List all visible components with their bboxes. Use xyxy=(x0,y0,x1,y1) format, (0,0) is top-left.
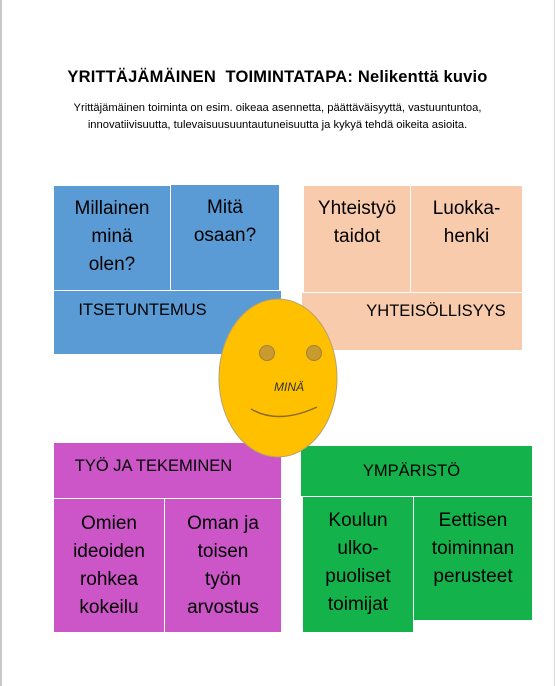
cell-mita-osaan xyxy=(170,185,279,291)
cell-line: taidot xyxy=(333,226,381,247)
label-yhteisollisyys: YHTEISÖLLISYYS xyxy=(302,292,522,350)
cell-line: rohkea xyxy=(79,569,139,590)
cell-line: Luokka- xyxy=(432,198,501,219)
cell-line: Millainen xyxy=(74,198,150,219)
cell-millainen-mina-olen xyxy=(54,186,170,290)
smiley-right-eye xyxy=(307,346,322,361)
cell-line: Yhteistyö xyxy=(317,198,397,219)
smiley-face-icon xyxy=(217,297,339,459)
cell-line: osaan? xyxy=(193,225,257,246)
cell-line: olen? xyxy=(88,254,136,275)
intro-text: Yrittäjämäinen toiminta on esim. oikeaa asennetta, päättäväisyyttä, vastuuntuntoa, innovatiivisuutta, tulevaisuusuuntautuneisuutta ja kykyä tehdä oikeita asioita. xyxy=(73,102,482,131)
smiley-face xyxy=(219,299,337,457)
cell-line: puoliset xyxy=(325,566,391,587)
cell-line: työn xyxy=(205,569,241,590)
cell-line: kokeilu xyxy=(79,597,139,618)
cell-line: toimijat xyxy=(327,594,389,615)
cell-line: perusteet xyxy=(433,566,513,587)
cell-line: ideoiden xyxy=(73,541,145,562)
cell-luokkahenki xyxy=(410,186,522,292)
label-ymparisto: YMPÄRISTÖ xyxy=(301,446,532,496)
cell-oman-ja-toisen-tyon-arvostus xyxy=(164,498,281,632)
cell-line: Omien xyxy=(81,513,137,534)
cell-line: Oman ja xyxy=(187,513,259,534)
cell-line: arvostus xyxy=(187,597,259,618)
smiley-left-eye xyxy=(260,346,275,361)
cell-eettisen-toiminnan-perusteet xyxy=(413,496,532,620)
page-title: YRITTÄJÄMÄINEN TOIMINTATAPA: Nelikenttä kuvio xyxy=(67,68,488,86)
cell-line: minä xyxy=(91,226,133,247)
cell-omien-ideoiden-rohkea-kokeilu xyxy=(54,498,164,632)
cell-line: ulko- xyxy=(337,538,379,559)
label-itsetuntemus: ITSETUNTEMUS xyxy=(54,290,281,354)
cell-line: toisen xyxy=(197,541,249,562)
cell-line: Eettisen xyxy=(438,510,508,531)
cell-line: toiminnan xyxy=(431,538,515,559)
page-edge-left xyxy=(0,0,2,686)
label-tyo-ja-tekeminen: TYÖ JA TEKEMINEN xyxy=(54,443,281,498)
cell-koulun-ulkopuoliset-toimijat xyxy=(303,496,413,632)
cell-line: Koulun xyxy=(328,510,388,531)
cell-line: Mitä xyxy=(207,197,243,218)
cell-yhteistyo-taidot xyxy=(304,186,410,292)
cell-line: henki xyxy=(443,226,490,247)
center-label: MINÄ xyxy=(274,380,304,394)
